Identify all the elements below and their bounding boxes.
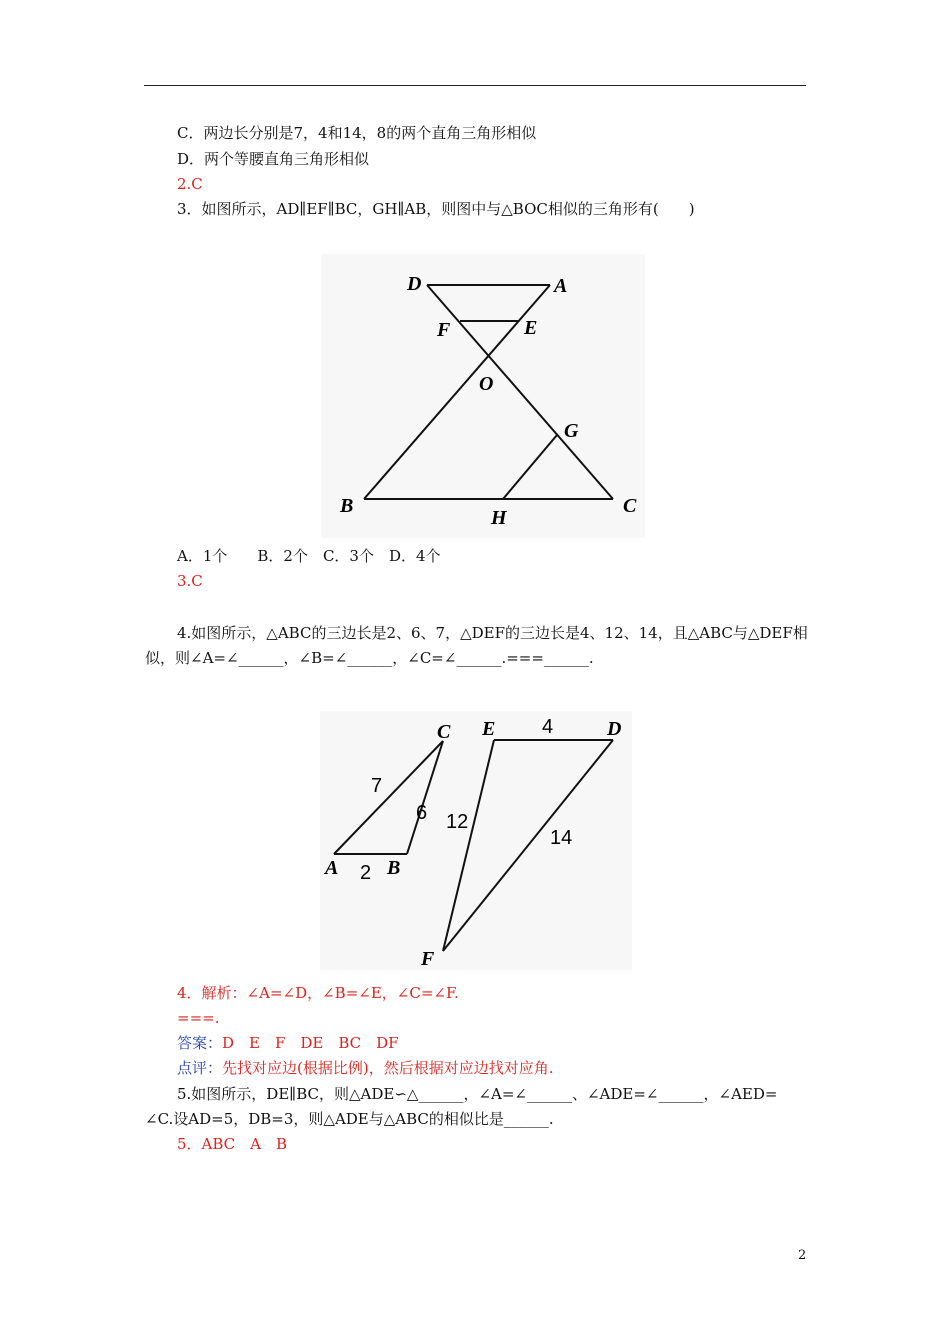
label-F: F: [421, 948, 435, 970]
question-4-line-2: 似，则∠A=∠______，∠B=∠______，∠C=∠______.===______.: [145, 649, 594, 667]
label-B: B: [340, 495, 354, 517]
question-5-line-1: 5.如图所示，DE∥BC，则△ADE∽△______，∠A=∠______、∠ADE=∠______，∠AED=: [177, 1085, 778, 1103]
answer-4-ratio: ===.: [177, 1009, 220, 1027]
figure-similar-triangles: [320, 711, 632, 970]
figure-2-svg: [320, 711, 632, 970]
figure-triangles-boc: [321, 254, 645, 538]
side-df-label: 14: [550, 827, 573, 849]
label-E: E: [524, 317, 538, 339]
label-O: O: [479, 373, 494, 395]
side-bc-label: 6: [416, 802, 428, 824]
label-D: D: [407, 273, 422, 295]
question-4-line-1: 4.如图所示，△ABC的三边长是2、6、7，△DEF的三边长是4、12、14，且△ABC与△DEF相: [177, 624, 808, 642]
label-A: A: [325, 857, 339, 879]
question-3: 3．如图所示，AD∥EF∥BC，GH∥AB，则图中与△BOC相似的三角形有( ): [177, 200, 695, 218]
option-c-text: C．两边长分别是7，4和14，8的两个直角三角形相似: [177, 124, 537, 142]
answer-4-result: [177, 1033, 399, 1053]
label-A: A: [554, 275, 568, 297]
label-B: B: [387, 857, 401, 879]
label-E: E: [482, 718, 496, 740]
comment-value: 先找对应边(根据比例)，然后根据对应边找对应角.: [222, 1059, 554, 1077]
label-C: C: [437, 721, 451, 743]
label-C: C: [623, 495, 637, 517]
header-rule: [144, 85, 806, 86]
label-G: G: [564, 420, 579, 442]
answer-5: 5．ABC A B: [177, 1135, 288, 1153]
answer-2: 2.C: [177, 175, 203, 193]
figure-1-svg: [321, 254, 645, 538]
question-3-options: A．1个 B．2个 C．3个 D．4个: [177, 547, 441, 565]
side-ef-label: 12: [446, 811, 469, 833]
answer-value: D E F DE BC DF: [222, 1034, 399, 1052]
side-ac-label: 7: [371, 775, 383, 797]
answer-4-analysis: 4．解析：∠A=∠D，∠B=∠E，∠C=∠F.: [177, 984, 459, 1002]
side-ab-label: 2: [360, 862, 372, 884]
question-5-line-2: ∠C.设AD=5，DB=3，则△ADE与△ABC的相似比是______.: [145, 1110, 554, 1128]
page-number: 2: [798, 1248, 807, 1263]
answer-4-comment: [177, 1058, 554, 1078]
label-D: D: [607, 718, 622, 740]
answer-label: 答案：: [177, 1034, 223, 1052]
side-ed-label: 4: [542, 716, 554, 738]
option-d-text: D．两个等腰直角三角形相似: [177, 150, 370, 168]
label-H: H: [491, 507, 507, 529]
label-F: F: [437, 319, 451, 341]
answer-3: 3.C: [177, 572, 203, 590]
comment-label: 点评：: [177, 1059, 223, 1077]
